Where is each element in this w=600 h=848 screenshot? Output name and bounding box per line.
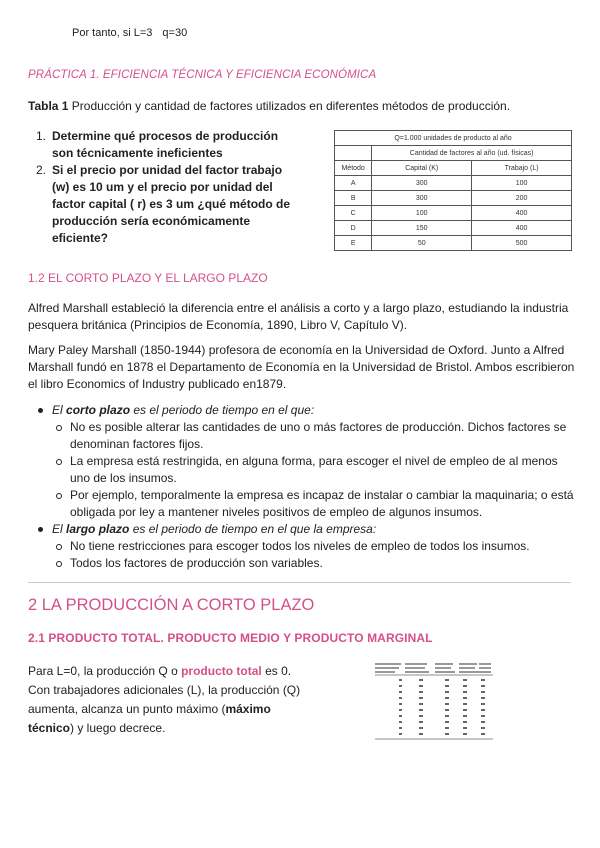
table-cell: 100: [472, 176, 572, 191]
sub-item-text: La empresa está restringida, en alguna forma, para escoger el nivel de empleo de al menos uno de los insumos.: [70, 454, 558, 485]
sub-bullet-icon: [56, 425, 62, 431]
list-item: [38, 487, 578, 521]
sub-item-text: Todos los factores de producción son variables.: [70, 556, 323, 570]
table-header: Capital (K): [372, 161, 472, 176]
table-cell: 500: [472, 236, 572, 251]
paragraph-text: Para L=0, la producción Q o: [28, 664, 182, 678]
table-cell: C: [335, 206, 372, 221]
caption-label: Tabla 1: [28, 99, 69, 113]
list-item: [38, 538, 578, 555]
list-item: [38, 521, 578, 538]
table-cell: E: [335, 236, 372, 251]
question-number: 2.: [36, 163, 47, 177]
table-cell: 300: [372, 191, 472, 206]
table-title: Q=1.000 unidades de producto al año: [335, 131, 572, 146]
table-cell: 150: [372, 221, 472, 236]
section-2-heading: 2 LA PRODUCCIÓN A CORTO PLAZO: [28, 596, 315, 614]
sub-bullet-icon: [56, 544, 62, 550]
table-cell: 400: [472, 221, 572, 236]
question-item: [36, 128, 294, 162]
table-cell: D: [335, 221, 372, 236]
sub-bullet-icon: [56, 459, 62, 465]
question-item: [36, 162, 294, 247]
producto-total-term: producto total: [181, 664, 262, 678]
maximo-tecnico-term: máximo técnico: [28, 702, 271, 735]
table-cell: B: [335, 191, 372, 206]
bullet-lead: El: [52, 522, 67, 536]
intro-suffix: q=30: [162, 27, 188, 39]
table-cell: 50: [372, 236, 472, 251]
list-item: [38, 555, 578, 572]
list-item: [38, 453, 578, 487]
short-term-term: corto plazo: [66, 403, 131, 417]
caption-text: Producción y cantidad de factores utilizados en diferentes métodos de producción.: [68, 99, 511, 113]
sub-item-text: No tiene restricciones para escoger todos los niveles de empleo de todos los insumos.: [70, 539, 530, 553]
bullet-lead: es el periodo de tiempo en el que:: [130, 403, 315, 417]
paragraph-marshall: Alfred Marshall estableció la diferencia entre el análisis a corto y a largo plazo, estudiando la industria pesquera británica (Principios de Economía, 1890, Libro V, Capítulo V).: [28, 301, 569, 332]
section-2-1-heading: 2.1 PRODUCTO TOTAL. PRODUCTO MEDIO Y PRODUCTO MARGINAL: [28, 631, 433, 645]
production-table-thumbnail: [375, 661, 493, 741]
bullet-lead: El: [52, 403, 67, 417]
long-term-term: largo plazo: [66, 522, 130, 536]
question-list: [36, 128, 294, 247]
sub-item-text: No es posible alterar las cantidades de uno o más factores de producción. Dichos factores se denominan factores fijos.: [70, 420, 567, 451]
table-cell: 100: [372, 206, 472, 221]
plazo-bullet-list: [38, 402, 578, 572]
sub-item-text: Por ejemplo, temporalmente la empresa es incapaz de instalar o cambiar la maquinaria; o está obligada por ley a mantener niveles positivos de empleo de algunos insumos.: [70, 488, 574, 519]
intro-prefix: Por tanto, si L=3: [72, 27, 153, 39]
sub-bullet-icon: [56, 561, 62, 567]
table-header: Método: [335, 161, 372, 176]
question-text: Determine qué procesos de producción son técnicamente ineficientes: [52, 129, 279, 160]
table-row: [335, 191, 572, 206]
paragraph-text: es 0. Con trabajadores adicionales (L), la producción (Q) aumenta, alcanza un punto máximo (: [28, 664, 301, 716]
table-header: Trabajo (L): [472, 161, 572, 176]
paragraph-text: ) y luego decrece.: [70, 721, 166, 735]
table-caption: [28, 99, 510, 113]
section-1-2-heading: 1.2 EL CORTO PLAZO Y EL LARGO PLAZO: [28, 271, 268, 285]
table-row: [335, 221, 572, 236]
table-cell: A: [335, 176, 372, 191]
question-number: 1.: [36, 129, 47, 143]
list-item: [38, 402, 578, 419]
table-row: [335, 236, 572, 251]
list-item: [38, 419, 578, 453]
table-cell: 200: [472, 191, 572, 206]
section-divider: [28, 582, 571, 583]
table-subtitle: Cantidad de factores al año (ud. físicas): [372, 146, 572, 161]
sub-bullet-icon: [56, 493, 62, 499]
table-row: [335, 206, 572, 221]
table-row: [335, 176, 572, 191]
question-text: Si el precio por unidad del factor trabajo (w) es 10 um y el precio por unidad del factor capital ( r) es 3 um ¿qué método de producción sería económicamente eficiente?: [52, 163, 291, 245]
bullet-lead: es el periodo de tiempo en el que la empresa:: [129, 522, 377, 536]
practice-heading: PRÁCTICA 1. EFICIENCIA TÉCNICA Y EFICIENCIA ECONÓMICA: [28, 69, 377, 81]
bullet-icon: [38, 408, 43, 413]
bullet-icon: [38, 527, 43, 532]
table-cell: 300: [372, 176, 472, 191]
paragraph-paley: Mary Paley Marshall (1850-1944) profesora de economía en la Universidad de Oxford. Junto a Alfred Marshall fundó en 1878 el Departamento de Economía en la Universidad de Bristol. Ambos escribieron el libro Economics of Industry publicado en1879.: [28, 343, 575, 391]
production-methods-table: [334, 130, 572, 251]
paragraph-producto-total: [28, 662, 303, 738]
intro-line: [72, 27, 187, 39]
table-cell: 400: [472, 206, 572, 221]
